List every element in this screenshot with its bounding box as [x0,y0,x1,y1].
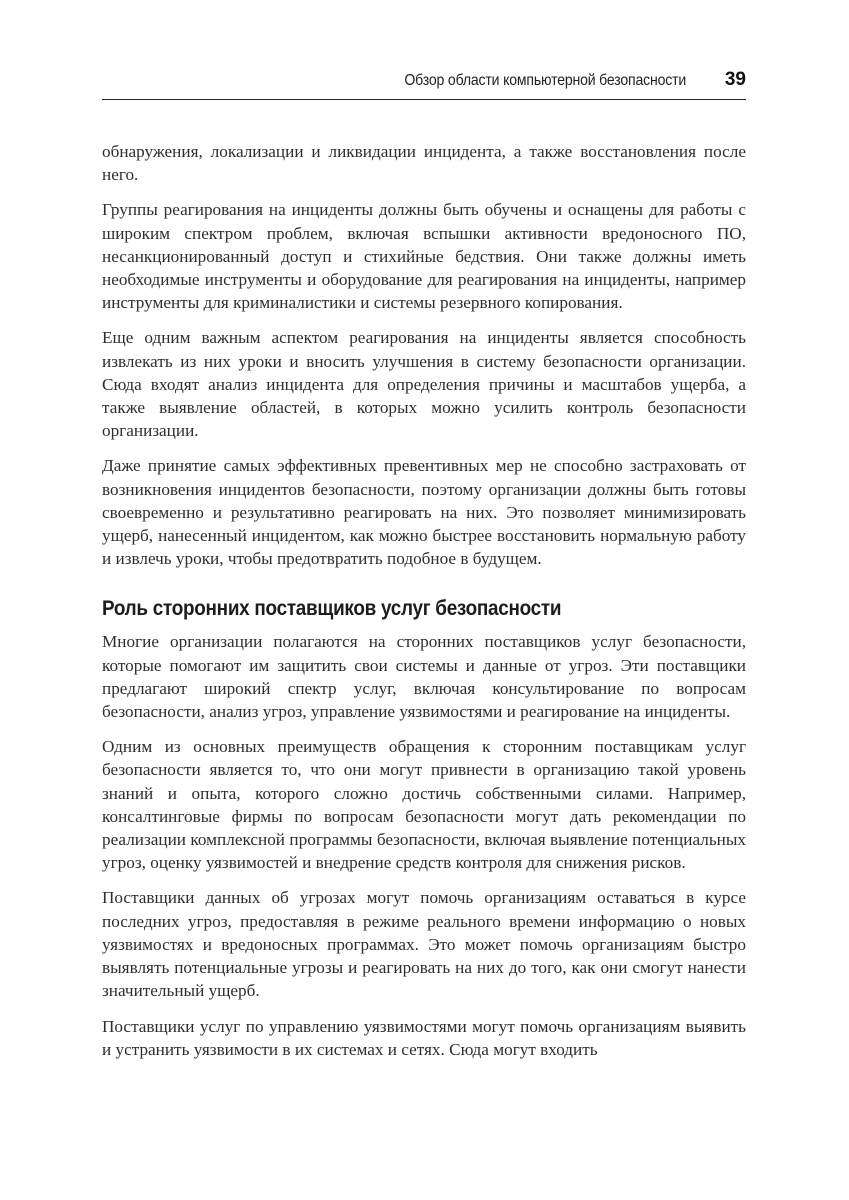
page-content [102,140,746,1073]
paragraph: Группы реагирования на инциденты должны быть обучены и оснащены для работы с широким спектром проблем, включая вспышки активности вредоносного ПО, несанкционированный доступ и стихийные бедствия. Они также должны иметь необходимые инструменты и оборудование для реагирования на инциденты, например инструменты для криминалистики и системы резервного копирования. [102,200,746,313]
paragraph: Поставщики услуг по управлению уязвимостями могут помочь организациям выявить и устранить уязвимости в их системах и сетях. Сюда могут входить [102,1016,746,1059]
paragraph: Многие организации полагаются на сторонних поставщиков услуг безопасности, которые помогают им защитить свои системы и данные от угроз. Эти поставщики предлагают широкий спектр услуг, включая консультирование по вопросам безопасности, анализ угроз, управление уязвимостями и реагирование на инциденты. [102,632,746,722]
book-page [102,0,746,1200]
section-heading: Роль сторонних поставщиков услуг безопасности [102,597,562,621]
paragraph: обнаружения, локализации и ликвидации инцидента, а также восстановления после него. [102,142,746,185]
paragraph: Одним из основных преимуществ обращения к сторонним поставщикам услуг безопасности является то, что они могут привнести в организацию такой уровень знаний и опыта, которого сложно достичь собственными силами. Например, консалтинговые фирмы по вопросам безопасности могут дать рекомендации по реализации комплексной программы безопасности, включая выявление потенциальных угроз, оценку уязвимостей и внедрение средств контроля для снижения рисков. [102,737,746,873]
running-title: Обзор области компьютерной безопасности [404,72,686,89]
running-header [102,66,746,100]
paragraph: Поставщики данных об угрозах могут помочь организациям оставаться в курсе последних угроз, предоставляя в режиме реального времени информацию о новых уязвимостях и вредоносных программах. Это может помочь организациям быстро выявлять потенциальные угрозы и реагировать на них до того, как они смогут нанести значительный ущерб. [102,888,746,1001]
page-number: 39 [724,69,746,90]
paragraph: Еще одним важным аспектом реагирования на инциденты является способность извлекать из них уроки и вносить улучшения в систему безопасности организации. Сюда входят анализ инцидента для определения причины и масштабов ущерба, а также выявление областей, в которых можно усилить контроль безопасности организации. [102,328,746,441]
paragraph: Даже принятие самых эффективных превентивных мер не способно застраховать от возникновения инцидентов безопасности, поэтому организации должны быть готовы своевременно и результативно реагировать на них. Это позволяет минимизировать ущерб, нанесенный инцидентом, как можно быстрее восстановить нормальную работу и извлечь уроки, чтобы предотвратить подобное в будущем. [102,456,746,569]
